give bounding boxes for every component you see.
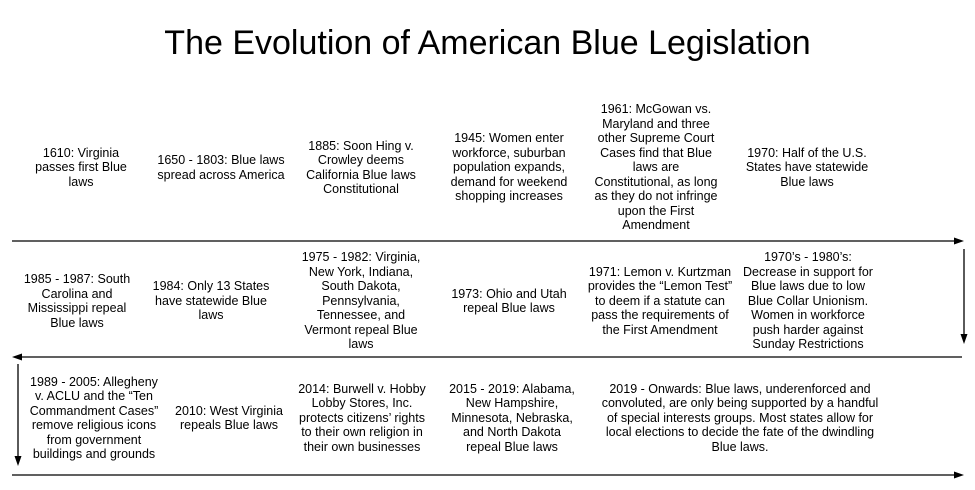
event-2010: 2010: West Virginia repeals Blue laws	[175, 403, 283, 432]
event-2014: 2014: Burwell v. Hobby Lobby Stores, Inc. protects citizens’ rights to their own religion in their own businesses	[298, 381, 426, 454]
event-1984: 1984: Only 13 States have statewide Blue laws	[152, 279, 270, 323]
event-1945: 1945: Women enter workforce, suburban population expands, demand for weekend shopping increases	[450, 131, 568, 204]
event-1973: 1973: Ohio and Utah repeal Blue laws	[451, 286, 567, 315]
arrow-head-down-right	[961, 334, 968, 344]
arrow-head-left-2	[12, 354, 22, 361]
arrow-head-right-1	[954, 238, 964, 245]
event-1975-1982: 1975 - 1982: Virginia, New York, Indiana, South Dakota, Pennsylvania, Tennessee, and Vermont repeal Blue laws	[301, 250, 421, 352]
event-2019-onwards: 2019 - Onwards: Blue laws, underenforced and convoluted, are only being supported by a handful of special interests groups. Most states allow for local elections to decide the fate of the dwindling Blue laws.	[601, 381, 879, 454]
event-1971: 1971: Lemon v. Kurtzman provides the “Lemon Test” to deem if a statute can pass the requirements of the First Amendment	[587, 264, 733, 337]
event-1985-1987: 1985 - 1987: South Carolina and Mississippi repeal Blue laws	[23, 272, 131, 330]
event-1989-2005: 1989 - 2005: Allegheny v. ACLU and the “Ten Commandment Cases” remove religious icons from government buildings and grounds	[29, 374, 159, 461]
arrow-head-down-left	[15, 456, 22, 466]
event-1610: 1610: Virginia passes first Blue laws	[35, 145, 127, 189]
event-1650-1803: 1650 - 1803: Blue laws spread across America	[157, 153, 285, 182]
event-2015-2019: 2015 - 2019: Alabama, New Hampshire, Minnesota, Nebraska, and North Dakota repeal Blue laws	[449, 381, 575, 454]
event-1885: 1885: Soon Hing v. Crowley deems California Blue laws Constitutional	[306, 138, 416, 196]
arrow-head-right-3	[954, 472, 964, 479]
page-title: The Evolution of American Blue Legislation	[164, 24, 811, 62]
event-1970s-1980s: 1970’s - 1980’s: Decrease in support for Blue laws due to low Blue Collar Unionism. Women in workforce push harder against Sunday Restrictions	[743, 250, 873, 352]
event-1961: 1961: McGowan vs. Maryland and three other Supreme Court Cases find that Blue laws are Constitutional, as long as they do not infringe upon the First Amendment	[594, 102, 718, 233]
event-1970: 1970: Half of the U.S. States have statewide Blue laws	[745, 145, 869, 189]
